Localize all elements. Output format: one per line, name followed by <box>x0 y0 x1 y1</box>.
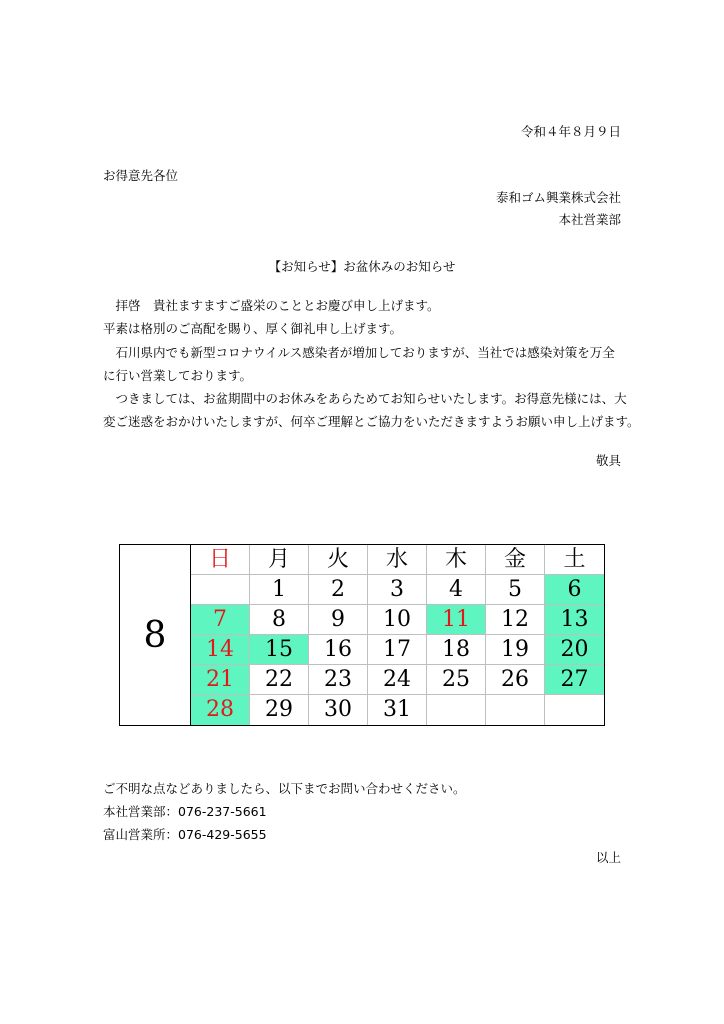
weekday-header: 月 <box>250 545 309 575</box>
calendar-month: 8 <box>120 545 191 725</box>
calendar-day: 8 <box>250 605 309 635</box>
addressee: お得意先各位 <box>103 168 179 183</box>
calendar-day: 28 <box>191 695 250 725</box>
calendar-day: 15 <box>250 635 309 665</box>
calendar-day: 1 <box>250 575 309 605</box>
calendar-day: 4 <box>427 575 486 605</box>
calendar-day: 21 <box>191 665 250 695</box>
calendar-grid <box>191 545 604 725</box>
document-date: 令和４年８月９日 <box>520 124 621 139</box>
ending-ijou: 以上 <box>595 850 621 865</box>
calendar-day: 12 <box>486 605 545 635</box>
body-line: 平素は格別のご高配を賜り、厚く御礼申し上げます。 <box>103 321 403 336</box>
holiday-calendar <box>119 544 605 726</box>
calendar-empty-cell <box>191 575 250 605</box>
weekday-header: 日 <box>191 545 250 575</box>
contact-intro: ご不明な点などありましたら、以下までお問い合わせください。 <box>103 781 466 796</box>
calendar-day: 2 <box>309 575 368 605</box>
weekday-header: 金 <box>486 545 545 575</box>
calendar-day: 6 <box>545 575 604 605</box>
weekday-header: 火 <box>309 545 368 575</box>
calendar-day: 27 <box>545 665 604 695</box>
calendar-day: 3 <box>368 575 427 605</box>
calendar-day: 20 <box>545 635 604 665</box>
calendar-day: 25 <box>427 665 486 695</box>
calendar-day: 5 <box>486 575 545 605</box>
contact-toyama-phone: 富山営業所：076-429-5655 <box>103 827 267 842</box>
calendar-empty-cell <box>427 695 486 725</box>
calendar-day: 26 <box>486 665 545 695</box>
calendar-empty-cell <box>545 695 604 725</box>
weekday-header: 水 <box>368 545 427 575</box>
body-line: つきましては、お盆期間中のお休みをあらためてお知らせいたします。お得意先様には、大 <box>103 391 627 406</box>
calendar-day: 18 <box>427 635 486 665</box>
calendar-day: 17 <box>368 635 427 665</box>
calendar-day: 13 <box>545 605 604 635</box>
calendar-day: 11 <box>427 605 486 635</box>
body-line: に行い営業しております。 <box>103 368 253 383</box>
calendar-day: 24 <box>368 665 427 695</box>
calendar-day: 7 <box>191 605 250 635</box>
calendar-day: 31 <box>368 695 427 725</box>
calendar-day: 30 <box>309 695 368 725</box>
calendar-day: 22 <box>250 665 309 695</box>
body-line: 石川県内でも新型コロナウイルス感染者が増加しておりますが、当社では感染対策を万全 <box>103 345 615 360</box>
body-line: 拝啓 貴社ますますご盛栄のこととお慶び申し上げます。 <box>103 298 440 313</box>
body-line: 変ご迷惑をおかけいたしますが、何卒ご理解とご協力をいただきますようお願い申し上げます。 <box>103 414 640 429</box>
notice-title: 【お知らせ】お盆休みのお知らせ <box>268 259 456 274</box>
weekday-header: 木 <box>427 545 486 575</box>
calendar-day: 16 <box>309 635 368 665</box>
sender-company: 泰和ゴム興業株式会社 <box>495 190 621 205</box>
calendar-day: 14 <box>191 635 250 665</box>
calendar-empty-cell <box>486 695 545 725</box>
calendar-day: 9 <box>309 605 368 635</box>
sender-department: 本社営業部 <box>558 212 621 227</box>
closing-keigu: 敬具 <box>595 453 621 468</box>
weekday-header: 土 <box>545 545 604 575</box>
contact-hq-phone: 本社営業部：076-237-5661 <box>103 804 267 819</box>
calendar-day: 10 <box>368 605 427 635</box>
calendar-day: 19 <box>486 635 545 665</box>
calendar-day: 23 <box>309 665 368 695</box>
calendar-day: 29 <box>250 695 309 725</box>
